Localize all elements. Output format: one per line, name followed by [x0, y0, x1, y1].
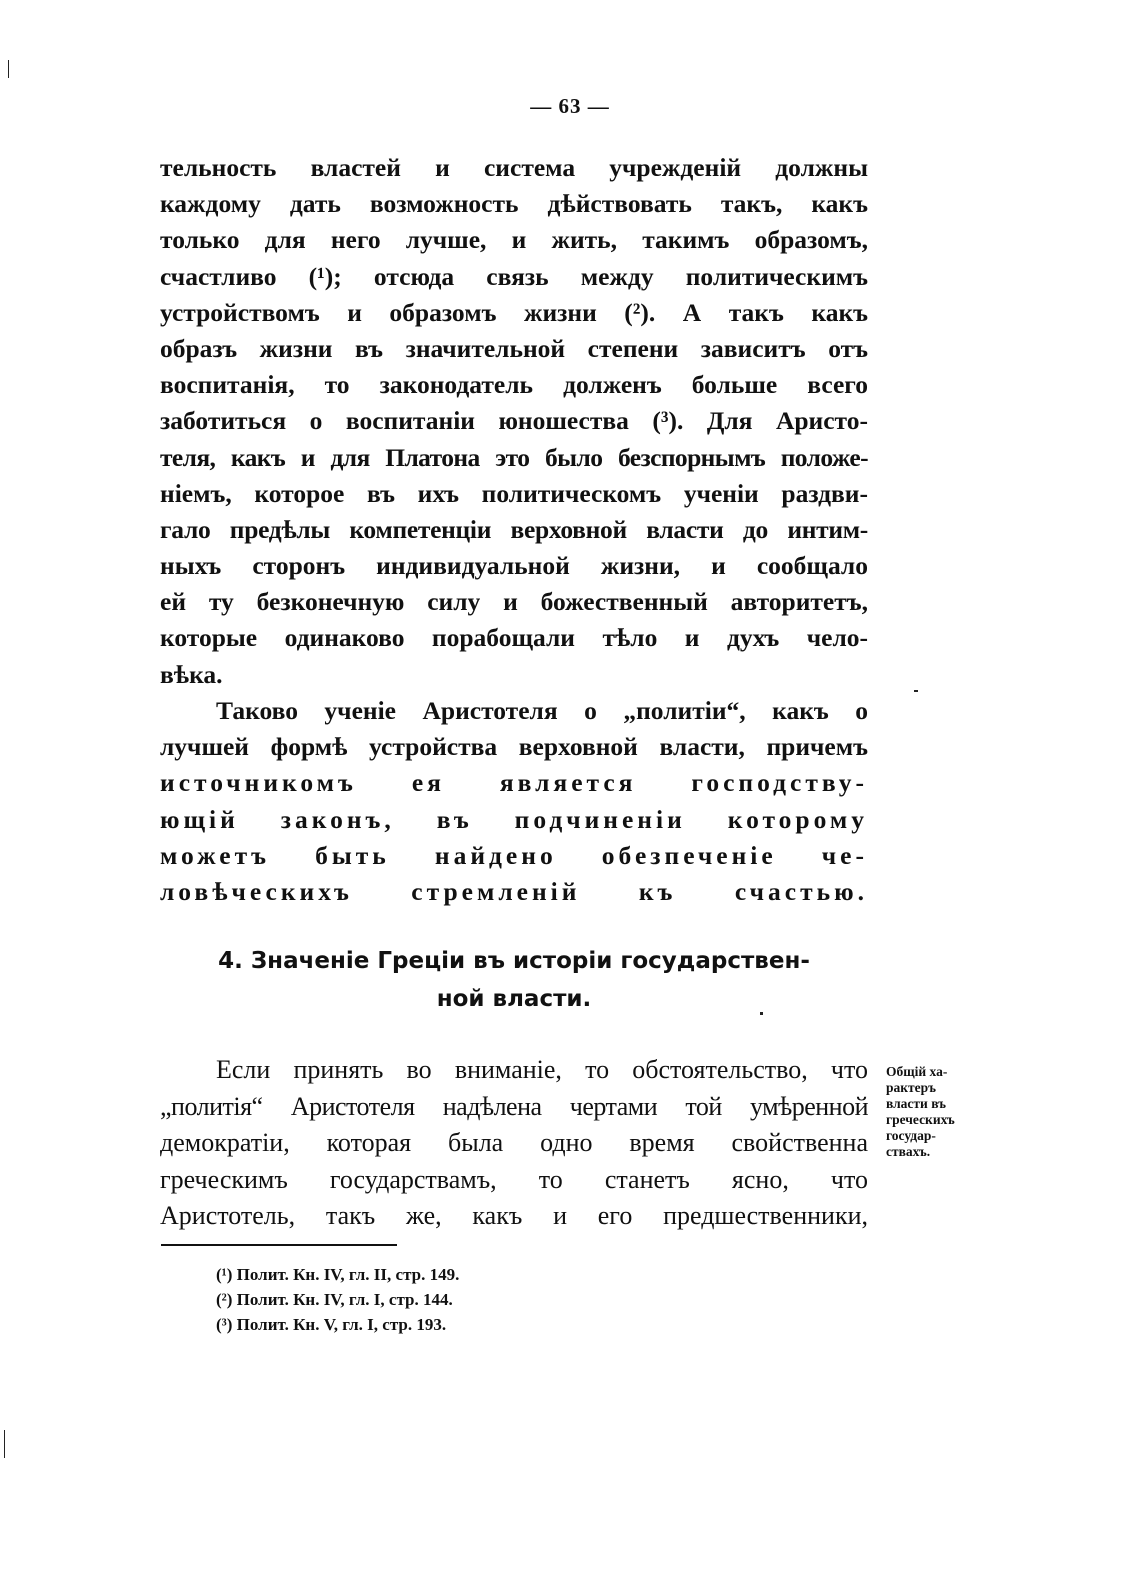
- text-line: каждому дать возможность дѣйствовать такъ, какъ: [160, 189, 868, 219]
- text-line-spaced: ловѣческихъ стремленій къ счастью.: [160, 876, 868, 906]
- section-heading: [160, 942, 868, 1018]
- text-line-spaced: источникомъ ея является господству-: [160, 768, 868, 798]
- text-line: вѣка.: [160, 659, 223, 689]
- text-line: Аристотель, такъ же, какъ и его предшественники,: [160, 1201, 868, 1230]
- paragraph-2: [160, 693, 868, 910]
- section-heading-line-2: ной власти.: [436, 986, 592, 1012]
- text-line: заботиться о воспитаніи юношества (³). Для Аристо-: [160, 406, 868, 436]
- margin-note-line: Общій ха-: [886, 1064, 948, 1079]
- text-line: воспитанія, то законодатель долженъ больше всего: [160, 370, 868, 400]
- margin-note-line: греческихъ: [886, 1112, 955, 1127]
- margin-note-line: ствахъ.: [886, 1144, 931, 1159]
- section-heading-line-1: 4. Значеніе Греціи въ исторіи государствен-: [218, 948, 810, 974]
- text-line: лучшей формѣ устройства верховной власти, причемъ: [160, 732, 868, 762]
- text-line: ей ту безконечную силу и божественный авторитетъ,: [160, 587, 868, 617]
- text-line: демократіи, которая была одно время свойственна: [160, 1128, 868, 1157]
- paragraph-1: [160, 150, 868, 693]
- scan-speck: [760, 1012, 763, 1015]
- text-line: устройствомъ и образомъ жизни (²). А такъ какъ: [160, 297, 868, 327]
- text-line: тельность властей и система учрежденій должны: [160, 153, 868, 182]
- margin-note-line: власти въ: [886, 1096, 947, 1111]
- footnote: (²) Полит. Кн. IV, гл. I, стр. 144.: [216, 1290, 453, 1309]
- scan-speck: [914, 690, 918, 692]
- footnote: (¹) Полит. Кн. IV, гл. II, стр. 149.: [216, 1265, 460, 1284]
- text-line-spaced: ющій законъ, въ подчиненіи которому: [160, 804, 868, 834]
- text-line: которые одинаково порабощали тѣло и духъ чело-: [160, 623, 868, 653]
- footnote: (³) Полит. Кн. V, гл. I, стр. 193.: [216, 1315, 447, 1334]
- footnotes: [216, 1262, 459, 1337]
- margin-note-line: рактеръ: [886, 1080, 937, 1095]
- text-line: счастливо (¹); отсюда связь между политическимъ: [160, 261, 868, 291]
- text-line-spaced: можетъ быть найдено обезпеченіе че-: [160, 840, 868, 870]
- text-line: ныхъ сторонъ индивидуальной жизни, и сообщало: [160, 551, 868, 581]
- scan-edge-mark: [8, 60, 9, 78]
- page-number: — 63 —: [530, 94, 610, 118]
- margin-note: [886, 1064, 996, 1160]
- text-line: ніемъ, которое въ ихъ политическомъ ученіи раздви-: [160, 478, 868, 508]
- text-line: гало предѣлы компетенціи верховной власти до интим-: [160, 514, 868, 544]
- scan-edge-mark: [4, 1430, 5, 1458]
- paragraph-3: [160, 1052, 868, 1235]
- margin-note-line: государ-: [886, 1128, 936, 1143]
- text-line: Если принять во вниманіе, то обстоятельство, что: [216, 1055, 868, 1084]
- text-line: „политія“ Аристотеля надѣлена чертами той умѣренной: [160, 1091, 868, 1121]
- text-line: Таково ученіе Аристотеля о „политіи“, какъ о: [216, 696, 868, 725]
- text-line: теля, какъ и для Платона это было безспорнымъ положе-: [160, 442, 868, 472]
- text-line: греческимъ государствамъ, то станетъ ясно, что: [160, 1164, 868, 1194]
- text-line: только для него лучше, и жить, такимъ образомъ,: [160, 225, 868, 255]
- footnote-divider: [161, 1244, 397, 1246]
- text-line: образъ жизни въ значительной степени зависитъ отъ: [160, 333, 868, 363]
